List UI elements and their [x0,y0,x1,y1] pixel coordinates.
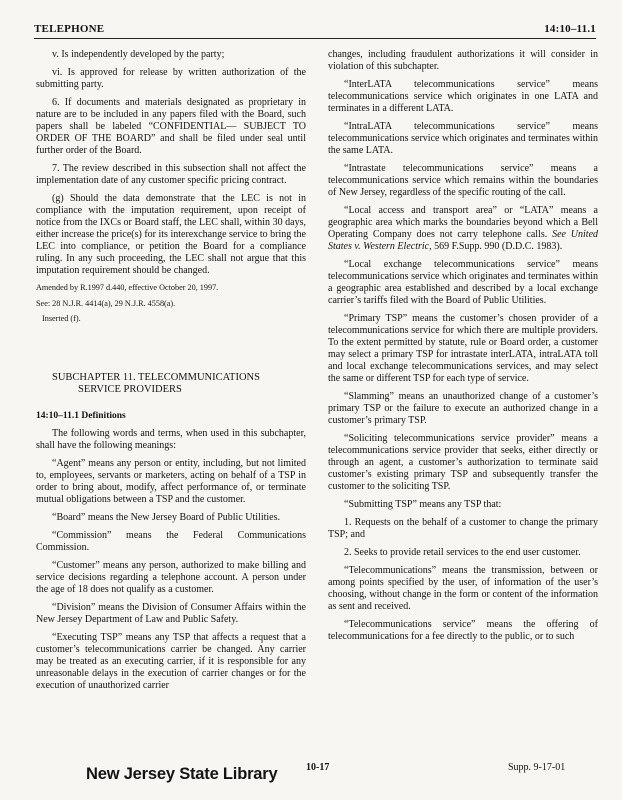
paragraph: The following words and terms, when used in this subchapter, shall have the following meanings: [36,427,306,451]
page-number: 10-17 [306,762,330,773]
paragraph: changes, including fraudulent authorizations it will consider in violation of this subchapter. [328,49,598,72]
definition: “Executing TSP” means any TSP that affects a request that a customer’s telecommunications carrier be changed. Any carrier may be treated as an executing carrier, if it is responsible for any unreasonable delays in the execution of carrier changes or for the execution of unauthorized carrier [36,631,306,691]
definition: “Submitting TSP” means any TSP that: [344,499,502,510]
list-item: 2. Seeks to provide retail services to the end user customer. [344,547,581,558]
paragraph: 6. If documents and materials designated as proprietary in nature are to be included in any papers filed with the Board, such papers shall be labeled “CONFIDENTIAL— SUBJECT TO ORDER OF THE BOARD” and shall be filed under seal until further order of the Board. [36,97,306,156]
paragraph: 7. The review described in this subsection shall not affect the implementation date of any customer specific pricing contract. [36,163,306,186]
section-heading: 14:10–11.1 Definitions [36,410,126,421]
running-header [34,21,596,39]
page-footer [0,757,622,793]
definition: “Agent” means any person or entity, including, but not limited to, employees, servants or marketers, acting on behalf of a TSP in order to bring about, modify, affect performance of, or terminate mutual obligations between a TSP and the customer. [36,457,306,505]
amendment-note [36,283,306,324]
supplement-date: Supp. 9-17-01 [508,762,566,773]
definition: “Customer” means any person, authorized to make billing and service decisions regarding a telephone account. A person under the age of 18 does not qualify as a customer. [36,559,306,595]
definition: “InterLATA telecommunications service” means telecommunications service which originates in one LATA and terminates in a different LATA. [328,79,598,114]
paragraph: vi. Is approved for release by written authorization of the submitting party. [36,67,306,90]
definition: “Local exchange telecommunications service” means telecommunications service which originates and terminates within a geographic area established and described by a local exchange carrier’s tariffs filed with the Board of Public Utilities. [328,259,598,306]
library-name: New Jersey State Library [86,765,278,783]
header-title: TELEPHONE [34,23,105,35]
definition: “IntraLATA telecommunications service” means telecommunications service which originates and terminates within the same LATA. [328,121,598,156]
definition: “Telecommunications service” means the offering of telecommunications for a fee directly to the public, or to such [328,619,598,642]
definition [328,205,598,253]
amendment-line: Amended by R.1997 d.440, effective October 20, 1997. [36,283,219,292]
definition: “Soliciting telecommunications service provider” means a telecommunications service provider that seeks, either directly or through an agent, a customer’s authorization to terminate said customer’s existing primary TSP and subsequently transfer the customer to the soliciting TSP. [328,433,598,492]
right-column [328,49,598,649]
definition: “Intrastate telecommunications service” means a telecommunications service which remains within the boundaries of New Jersey, regardless of the specific routing of the call. [328,163,598,198]
paragraph: v. Is independently developed by the party; [52,49,225,60]
definition-text: “Local access and transport area” or “LATA” means a geographic area which marks the boundaries beyond which a Bell Operating Company does not carry telephone calls. [328,205,598,240]
subchapter-title-line: SERVICE PROVIDERS [78,384,182,395]
definition: “Commission” means the Federal Communications Commission. [36,529,306,553]
amendment-line: Inserted (f). [42,314,81,323]
definition: “Slamming” means an unauthorized change of a customer’s primary TSP or the failure to execute an authorized change in a customer’s primary TSP. [328,391,598,426]
definition: “Primary TSP” means the customer’s chosen provider of a telecommunications service for which there are multiple providers. To the extent permitted by statute, rule or Board order, a customer may select a primary TSP for intrastate interLATA, intraLATA toll and local exchange telecommunications services, and may select the same or different TSP for each type of service. [328,313,598,384]
citation-text: 569 F.Supp. 990 (D.D.C. 1983). [431,241,563,252]
definition: “Telecommunications” means the transmission, between or among points specified by the user, of information of the user’s choosing, without change in the form or content of the information as sent and received. [328,565,598,612]
subchapter-heading [36,372,306,397]
list-item: 1. Requests on the behalf of a customer to change the primary TSP; and [328,517,598,540]
amendment-line: See: 28 N.J.R. 4414(a), 29 N.J.R. 4558(a). [36,298,176,308]
header-section-range: 14:10–11.1 [544,23,596,35]
paragraph: (g) Should the data demonstrate that the LEC is not in compliance with the imputation requirement, upon receipt of notice from the IXCs or Board staff, the LEC shall, within 30 days, either increase the price(s) for its interexchange service to bring the LEC into compliance, or petition the Board for a compliance ruling. In any such proceeding, the LEC shall not argue that this imputation requirement should be changed. [36,193,306,276]
subchapter-title-line: SUBCHAPTER 11. TELECOMMUNICATIONS [52,371,260,383]
definition: “Board” means the New Jersey Board of Public Utilities. [52,511,280,523]
definition: “Division” means the Division of Consumer Affairs within the New Jersey Department of Law and Public Safety. [36,601,306,625]
left-column [36,49,306,698]
case-citation: See United States v. Western Electric, [328,229,599,252]
